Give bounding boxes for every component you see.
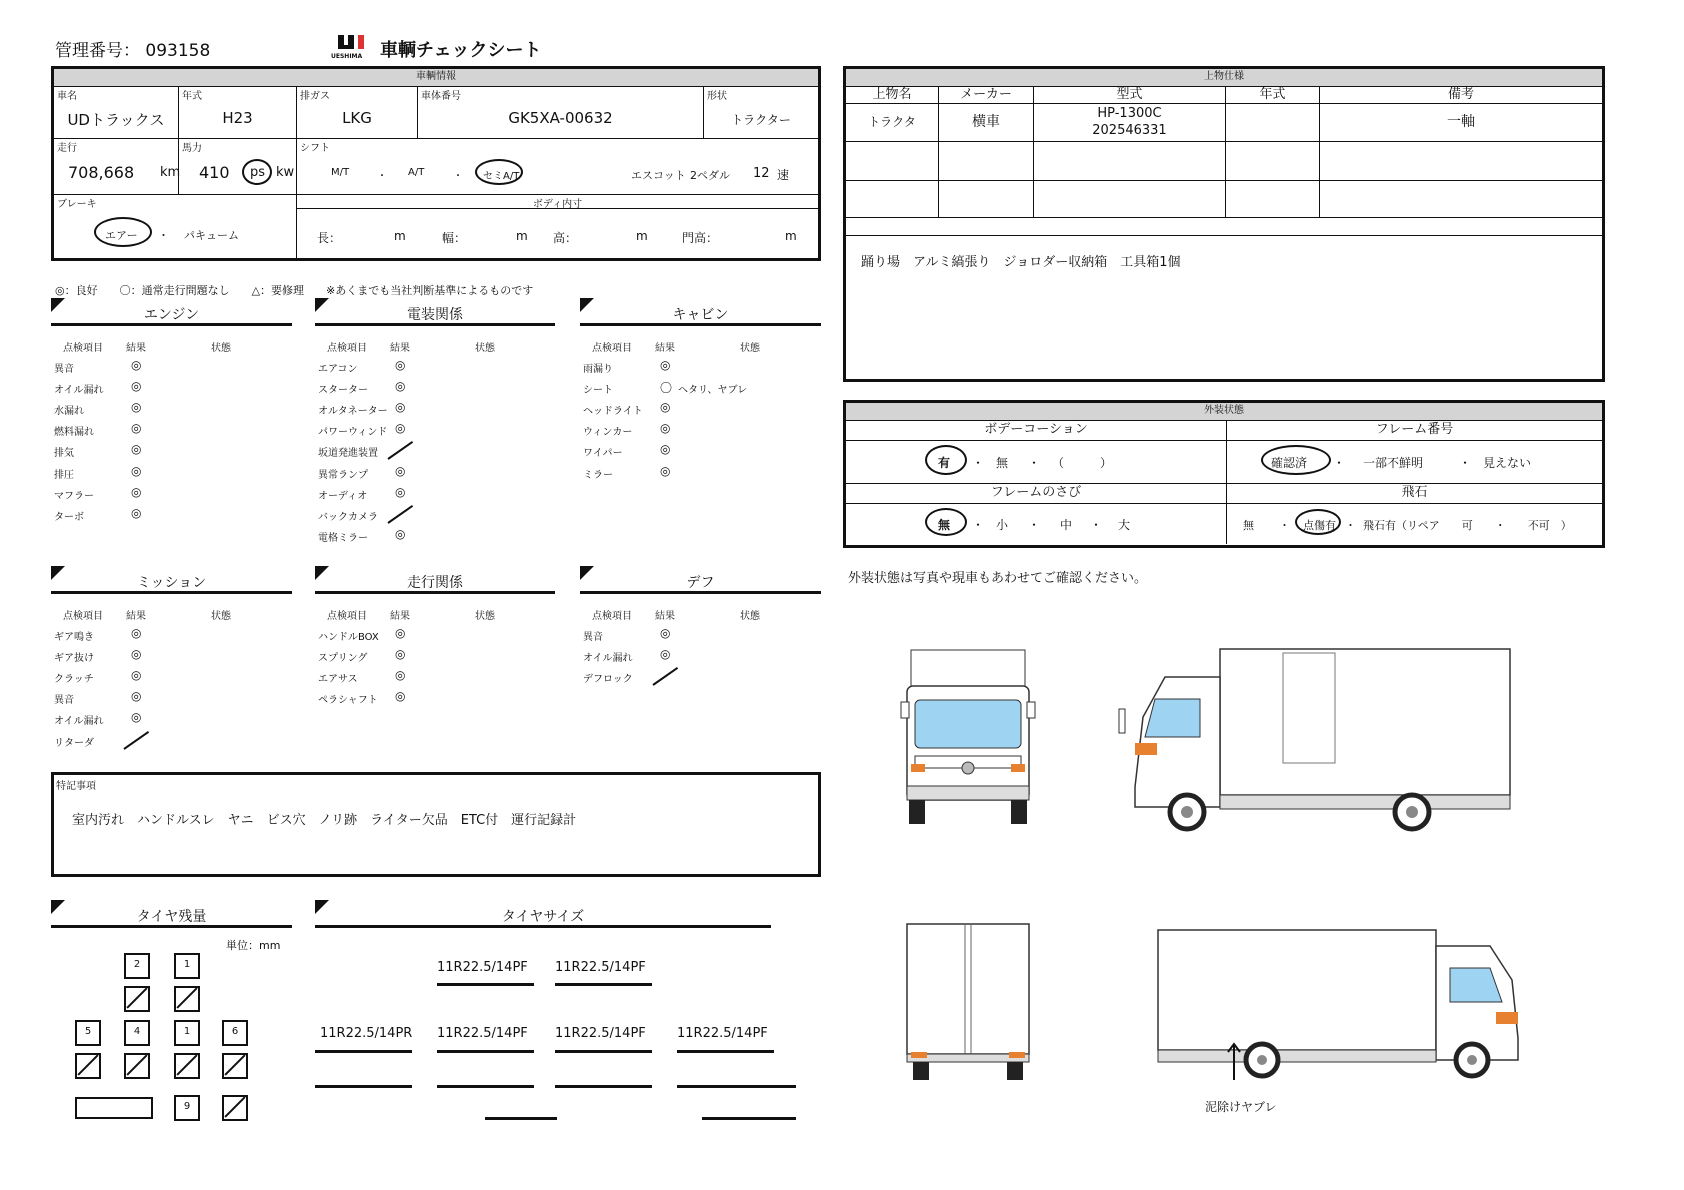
mudflap-note: 泥除けヤブレ (1205, 1100, 1277, 1114)
tire-size: 11R22.5/14PF (437, 960, 528, 975)
svg-text:UESHIMA: UESHIMA (331, 53, 363, 60)
tire-slot-empty (124, 986, 150, 1012)
section-diff: デフ (580, 566, 821, 594)
tire-line (555, 983, 652, 986)
check-item: 異音 (583, 632, 603, 643)
check-item: 燃料漏れ (54, 427, 94, 439)
check-result: ◎ (395, 400, 406, 415)
tire-line (677, 1050, 774, 1053)
section-drive: 走行関係 (315, 566, 555, 594)
legend: ◎：良好 〇：通常走行問題なし △：要修理 ※あくまでも当社判断基準によるものです (55, 284, 534, 297)
tire-slot: 2 (124, 953, 150, 979)
check-result: ◎ (395, 526, 406, 541)
check-result: ◎ (395, 689, 406, 704)
seat-state: ヘタリ、ヤブレ (678, 385, 748, 397)
horsepower: 410 (199, 163, 230, 182)
check-item: オイル漏れ (54, 716, 104, 728)
check-item: 異音 (54, 695, 74, 707)
tire-slot-empty (174, 986, 200, 1012)
check-result: ◎ (395, 421, 406, 436)
chip-spot: 点傷有 (1303, 519, 1336, 532)
check-result: ◎ (131, 379, 142, 394)
check-item: シート (583, 385, 613, 397)
check-result: ◎ (660, 358, 671, 372)
check-item: ペラシャフト (318, 695, 378, 707)
truck-side-drawing-left (1105, 647, 1515, 832)
tire-slot: 4 (124, 1020, 150, 1046)
check-item: パワーウィンド (318, 427, 388, 439)
tire-slot-empty (222, 1053, 248, 1079)
check-item: オイル漏れ (583, 653, 633, 665)
mgmt-label: 管理番号： 093158 (55, 41, 211, 61)
tire-slot: 1 (174, 953, 200, 979)
check-item: ターボ (54, 511, 84, 523)
check-result: ◎ (131, 626, 142, 640)
check-result: ◎ (131, 689, 142, 704)
section-cabin: キャビン (580, 298, 821, 326)
check-slash (123, 730, 149, 749)
check-item: マフラー (54, 490, 94, 502)
exterior-note: 外装状態は写真や現車もあわせてご確認ください。 (848, 571, 1148, 586)
vehicle-info-header: 車輌情報 (54, 69, 818, 87)
check-result: ◎ (131, 421, 142, 436)
tire-line (677, 1085, 796, 1088)
check-result: ◎ (131, 505, 142, 520)
check-result: ◎ (660, 400, 671, 415)
truck-front-drawing (893, 648, 1043, 826)
tire-slot-empty (75, 1053, 101, 1079)
coating-yes: 有 (938, 456, 951, 470)
check-item: ハンドルBOX (318, 632, 379, 643)
check-item: ギア鳴き (54, 632, 94, 643)
check-item: ワイパー (583, 448, 623, 460)
check-item: スプリング (318, 653, 368, 665)
check-result: ◎ (131, 358, 142, 372)
check-item: デフロック (583, 674, 633, 686)
tire-line (315, 1085, 412, 1088)
section-electric: 電装関係 (315, 298, 555, 326)
check-item: 雨漏り (583, 364, 613, 375)
check-item: オルタネーター (318, 406, 388, 418)
check-item: 異常ランプ (318, 469, 368, 481)
tire-slot: 1 (174, 1020, 200, 1046)
tire-line (437, 983, 534, 986)
tire-size: 11R22.5/14PF (555, 1026, 646, 1041)
vehicle-gas: LKG (342, 109, 372, 127)
check-result: ◎ (660, 647, 671, 662)
vehicle-name: UDトラックス (67, 111, 165, 129)
tire-size-title: タイヤサイズ (315, 900, 771, 928)
tire-size: 11R22.5/14PF (677, 1026, 768, 1041)
shift-semi-at: セミA/T (483, 171, 520, 182)
vehicle-shape: トラクター (731, 113, 791, 127)
tire-slot: 5 (75, 1020, 101, 1046)
tire-remain-title: タイヤ残量 (51, 900, 292, 928)
section-mission: ミッション (51, 566, 292, 594)
check-item: 水漏れ (54, 406, 84, 418)
tire-line (485, 1117, 557, 1120)
upper-maker: 横車 (939, 104, 1034, 141)
tire-line (555, 1050, 652, 1053)
tire-line (437, 1050, 534, 1053)
check-result: ◎ (131, 668, 142, 683)
vehicle-year: H23 (222, 109, 253, 127)
upper-name: トラクタ (846, 104, 939, 141)
check-result: ◎ (131, 463, 142, 478)
check-result: ◎ (395, 626, 406, 640)
check-slash (387, 441, 413, 460)
check-result: ◎ (395, 484, 406, 499)
check-result: ◎ (395, 647, 406, 662)
section-engine: エンジン (51, 298, 292, 326)
check-item: オーディオ (318, 490, 368, 502)
check-item: バックカメラ (318, 511, 378, 523)
tire-slot-empty (124, 1053, 150, 1079)
check-item: ミラー (583, 469, 613, 481)
tire-size: 11R22.5/14PF (555, 960, 646, 975)
rust-none: 無 (938, 518, 951, 532)
upper-memo: 踊り場 アルミ縞張り ジョロダー収納箱 工具箱1個 (861, 255, 1181, 270)
upper-model: HP-1300C (1097, 106, 1162, 121)
check-result: ◎ (395, 463, 406, 478)
check-result: ◎ (395, 358, 406, 372)
check-result: 〇 (660, 381, 673, 396)
check-item: 電格ミラー (318, 532, 368, 544)
tire-size: 11R22.5/14PR (320, 1026, 413, 1041)
check-result: ◎ (131, 442, 142, 457)
mileage: 708,668 (68, 163, 135, 182)
tire-slot: 9 (174, 1095, 200, 1121)
check-item: オイル漏れ (54, 385, 104, 397)
exterior-box: 外装状態 ボデーコーション フレーム番号 有 ・ 無 ・ （ ） 確認済 ・ 一部不鮮明 ・ 見えない フレームのさび 飛石 無 ・ 小 ・ 中 ・ 大 無 ・ 点傷有 ・ 飛石有（リペア 可 ・ 不可 ） (843, 400, 1605, 548)
check-item: リターダ (54, 737, 94, 749)
check-result: ◎ (131, 710, 142, 725)
check-result: ◎ (131, 400, 142, 415)
logo (330, 34, 374, 60)
check-result: ◎ (660, 463, 671, 478)
check-item: 坂道発進装置 (318, 448, 378, 460)
chassis-number: GK5XA-00632 (508, 109, 613, 127)
vehicle-info-box: 車輌情報 車名 UDトラックス 年式 H23 排ガス LKG 車体番号 GK5XA-00632 形状 トラクター 走行 708,668 km 馬力 410 ps kw シフト M/T ・ A/T ・ セミA/T エスコット 2ペダル 12 速 ブレーキ エアー ・ パキューム ボディ内寸 長： m 幅： m 高： m 門高： m (51, 66, 821, 261)
check-slash (387, 505, 413, 524)
check-item: ウィンカー (583, 427, 633, 439)
tire-size: 11R22.5/14PF (437, 1026, 528, 1041)
check-item: クラッチ (54, 674, 94, 686)
check-result: ◎ (660, 421, 671, 436)
truck-rear-drawing (903, 900, 1033, 1080)
truck-side-drawing-right (1150, 920, 1545, 1080)
tire-slot: 6 (222, 1020, 248, 1046)
tire-line (437, 1085, 534, 1088)
check-item: エアコン (318, 364, 358, 375)
check-result: ◎ (660, 626, 671, 640)
special-notes-text: 室内汚れ ハンドルスレ ヤニ ビス穴 ノリ跡 ライター欠品 ETC付 運行記録計 (72, 813, 577, 828)
check-item: 排気 (54, 448, 74, 460)
check-item: スターター (318, 385, 368, 397)
check-result: ◎ (660, 442, 671, 457)
check-item: ギア抜け (54, 653, 94, 665)
check-result: ◎ (131, 647, 142, 662)
check-item: エアサス (318, 674, 358, 686)
tire-line (315, 1050, 412, 1053)
frame-confirmed: 確認済 (1271, 456, 1308, 470)
tire-line (702, 1117, 796, 1120)
sheet-title: 車輌チェックシート (380, 40, 542, 61)
check-slash (652, 667, 678, 686)
check-result: ◎ (395, 379, 406, 394)
tire-line (555, 1085, 652, 1088)
tire-slot-empty (222, 1095, 248, 1121)
check-item: 異音 (54, 364, 74, 375)
special-notes-box: 特記事項 室内汚れ ハンドルスレ ヤニ ビス穴 ノリ跡 ライター欠品 ETC付 運行記録計 (51, 772, 821, 877)
brake-air: エアー (105, 229, 138, 242)
tire-slot-empty (174, 1053, 200, 1079)
check-result: ◎ (131, 484, 142, 499)
tire-slot-spare (75, 1097, 153, 1119)
check-item: 排圧 (54, 469, 74, 481)
mgmt-number: 093158 (145, 41, 211, 61)
check-result: ◎ (395, 668, 406, 683)
upper-spec-box: 上物仕様 上物名 メーカー 型式 年式 備考 トラクタ 横車 HP-1300C 202546331 一軸 踊り場 アルミ縞張り ジョロダー収納箱 工具箱1個 (843, 66, 1605, 382)
upper-note: 一軸 (1447, 114, 1475, 130)
check-item: ヘッドライト (583, 406, 643, 418)
